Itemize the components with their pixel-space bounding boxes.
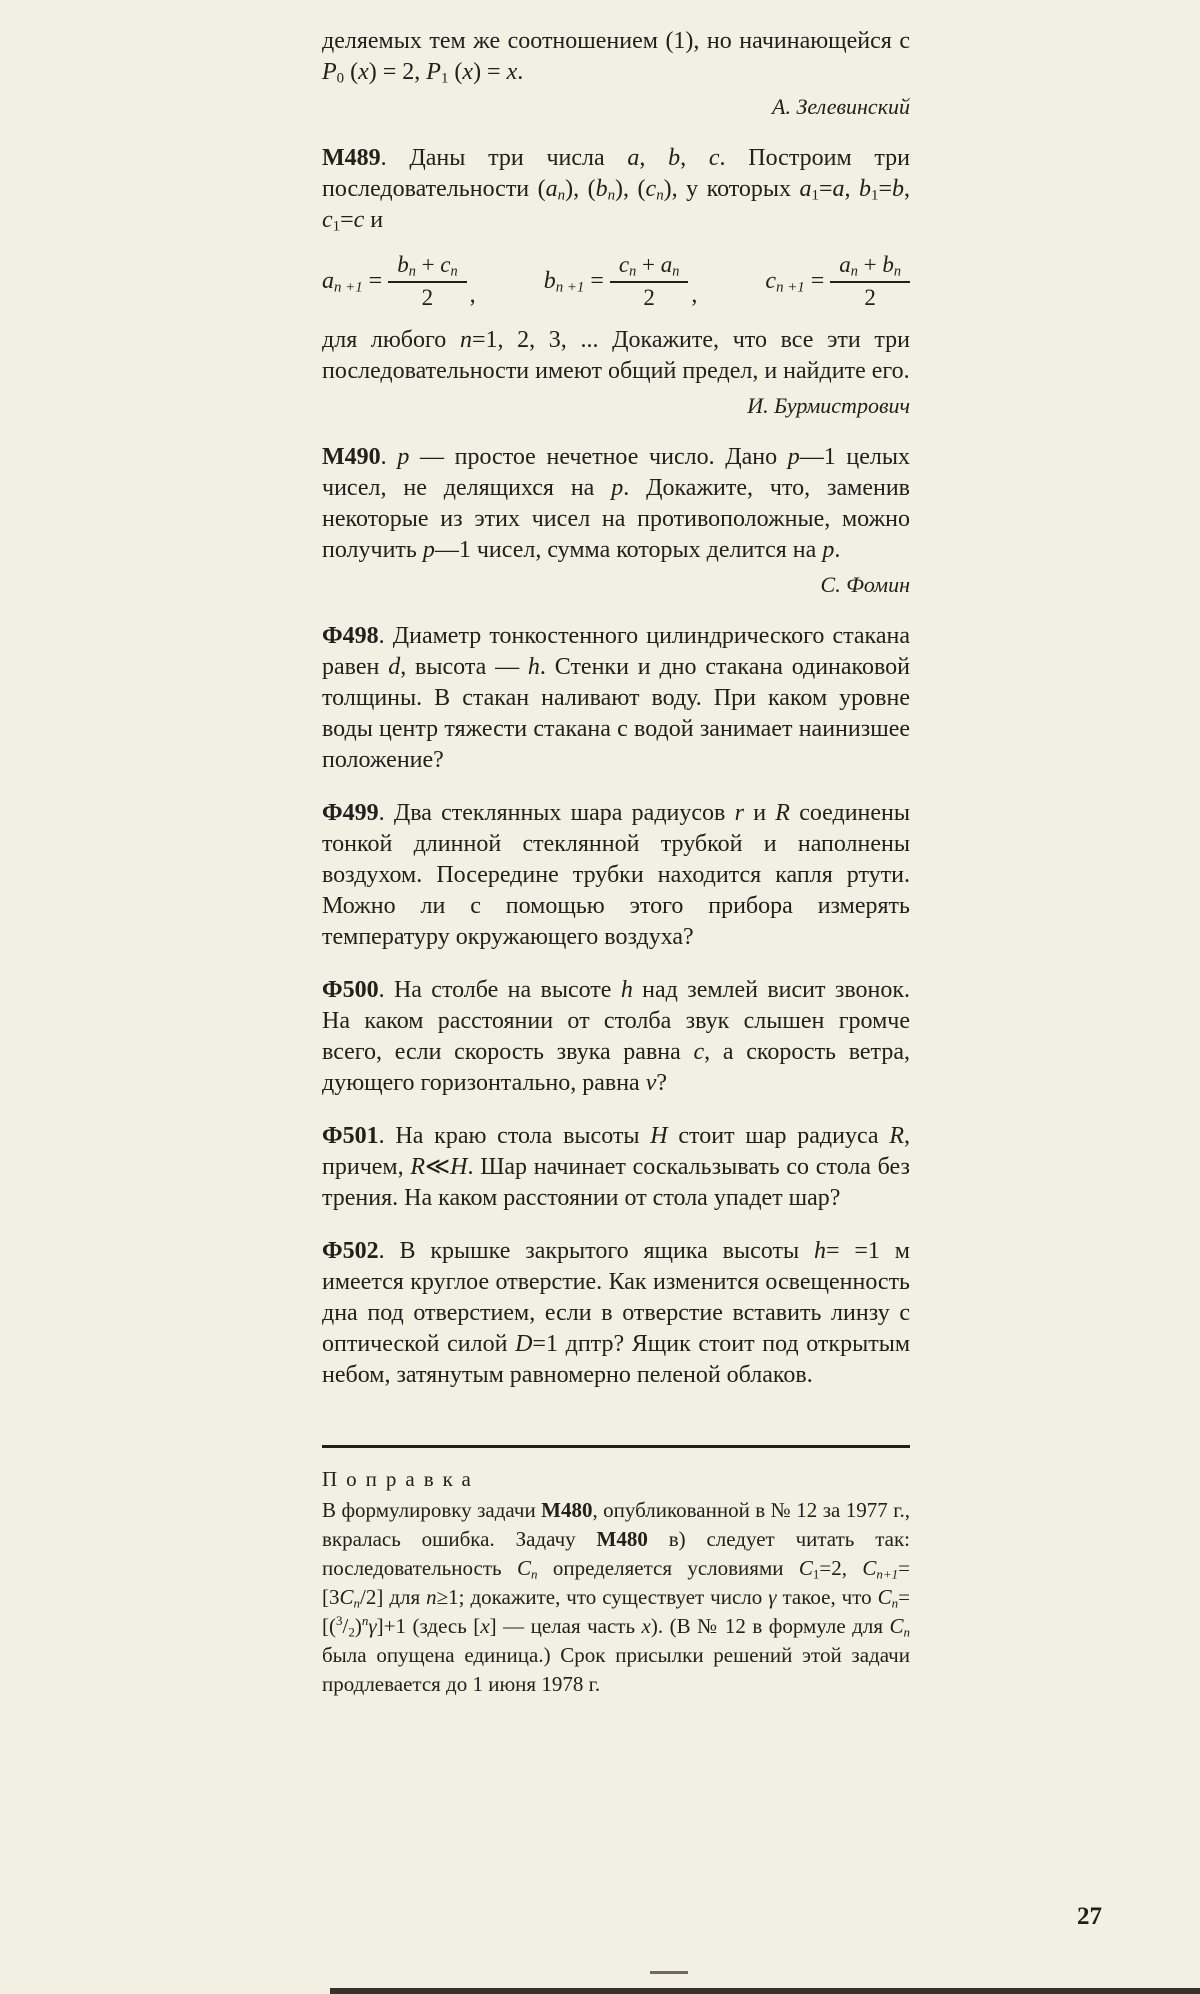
text-run: C [339, 1585, 354, 1609]
text-run: c [440, 252, 451, 277]
problem-f500 [322, 975, 910, 1099]
text-run: —1 чисел, сумма которых делится на [434, 537, 823, 563]
text-run: 1 [440, 70, 449, 87]
text-run: n [850, 263, 858, 280]
text-run: . Докажите, что, заменив некоторые из этих чисел на противоположные, можно получить [322, 475, 911, 563]
equation-lhs [322, 268, 382, 295]
text-run: . На столбе на высоте [378, 977, 621, 1003]
text-run: γ [368, 1614, 377, 1638]
text-run: p [422, 537, 435, 563]
text-run: ) [354, 1614, 362, 1638]
text-run: R [410, 1154, 425, 1180]
problem-m490 [322, 442, 910, 566]
text-run: = [340, 207, 354, 233]
text-run: =[( [322, 1585, 910, 1638]
text-run: ), у которых [663, 176, 800, 202]
text-run: Поправка [322, 1467, 480, 1491]
text-run: 2 [421, 285, 434, 310]
text-run: = [804, 268, 825, 294]
text-run: М480 [541, 1498, 593, 1522]
text-run: h [620, 977, 633, 1003]
text-run: a [660, 252, 673, 277]
text-run: n [361, 1613, 369, 1629]
formula-comma: , [469, 282, 476, 308]
text-run: /2] для [360, 1585, 427, 1609]
text-run: М480 [596, 1527, 648, 1551]
text-run: n [672, 263, 680, 280]
text-run: С. Фомин [820, 572, 910, 597]
text-run: и [743, 800, 776, 826]
correction-text [322, 1496, 910, 1699]
text-run: Ф502 [322, 1238, 379, 1264]
text-run: соединены тонкой длинной стеклянной трубкой и наполнены воздухом. Посередине трубки находится капля ртути. Можно ли с помощью этого прибора измерять температуру окружающего воздуха? [322, 800, 911, 950]
text-run: . В крышке закрытого ящика высоты [378, 1238, 814, 1264]
text-run: такое, что [776, 1585, 878, 1609]
fraction [610, 252, 688, 311]
text-run: ), ( [565, 176, 596, 202]
text-run: + [636, 252, 661, 277]
text-run: x [641, 1614, 651, 1638]
text-run: . Построим три последовательности ( [322, 145, 910, 202]
text-run: v [645, 1070, 657, 1096]
text-run: = [878, 176, 893, 202]
text-run: 2 [864, 285, 876, 310]
text-run: n [891, 1595, 899, 1611]
text-run: =2, [819, 1556, 863, 1580]
text-run: для любого [322, 327, 460, 353]
text-run: c [693, 1039, 705, 1065]
text-run: R [889, 1123, 904, 1149]
text-run: , высота — [400, 654, 528, 680]
text-run: ] — целая часть [489, 1614, 642, 1638]
text-run: P [322, 59, 337, 85]
text-run: n [629, 263, 637, 280]
text-run: , [639, 145, 669, 171]
text-run: a [322, 268, 334, 294]
text-run: n +1 [776, 279, 805, 296]
text-run: r [734, 800, 744, 826]
text-run: . Шар начинает соскальзывать со стола без трения. На каком расстоянии от стола упадет шар? [322, 1154, 910, 1211]
page-number: 27 [1077, 1903, 1102, 1930]
text-run: . Стенки и дно стакана одинаковой толщины. В стакан наливают воду. При каком уровне воды центр тяжести стакана с водой занимает наинизшее положение? [322, 654, 911, 773]
text-run: И. Бурмистрович [747, 393, 910, 418]
text-run: 2 [348, 1624, 355, 1640]
equation-lhs [765, 268, 824, 295]
text-run: x [506, 59, 518, 85]
text-run: c [765, 268, 777, 294]
equation [322, 252, 476, 311]
fraction-denominator [422, 283, 434, 311]
formula-comma: , [691, 282, 698, 308]
text-run: c [322, 207, 333, 233]
text-run: , причем, [322, 1123, 910, 1180]
text-run: x [462, 59, 474, 85]
text-run: b [882, 252, 894, 277]
text-run: 1 [812, 1566, 820, 1582]
text-run: H [450, 1154, 468, 1180]
text-run: c [645, 176, 657, 202]
text-run: H [650, 1123, 668, 1149]
text-run: h [813, 1238, 826, 1264]
text-run: + [857, 252, 883, 277]
text-run: . [834, 537, 841, 563]
text-run: . Два стеклянных шара радиусов [378, 800, 735, 826]
text-run: h [527, 654, 540, 680]
text-run: Ф501 [322, 1123, 379, 1149]
text-run: Ф499 [322, 800, 379, 826]
text-run: 2 [643, 285, 655, 310]
text-run: ≪ [425, 1154, 451, 1180]
scan-edge [330, 1988, 1200, 1994]
text-run: n +1 [555, 279, 585, 296]
text-run: d [388, 654, 401, 680]
text-run: ). (В № 12 в формуле для [650, 1614, 890, 1638]
text-run: C [798, 1556, 813, 1580]
text-run: n [426, 1585, 437, 1609]
text-run: . [517, 59, 524, 85]
text-run: . Диаметр тонкостенного цилиндрического стакана равен [322, 623, 910, 680]
text-run: Ф500 [322, 977, 379, 1003]
text-run: γ [768, 1585, 777, 1609]
text-run: n [656, 187, 664, 204]
text-run: = [818, 176, 833, 202]
text-run: x [480, 1614, 490, 1638]
text-run: D [515, 1331, 533, 1357]
text-run: деляемых тем же соотношением (1), но начинающейся с [322, 28, 910, 54]
text-run: n [607, 187, 616, 204]
text-run: , [680, 145, 709, 171]
text-run: , [904, 176, 911, 202]
text-run: . Даны три числа [380, 145, 628, 171]
text-run: ), ( [615, 176, 646, 202]
text-run: . [380, 444, 398, 470]
text-run: C [862, 1556, 877, 1580]
text-run: C [877, 1585, 892, 1609]
text-run: a [627, 145, 640, 171]
text-run: , опубликованной в № 12 за 1977 г., вкралась ошибка. Задачу [322, 1498, 910, 1551]
text-run: p [787, 444, 800, 470]
text-run: b [595, 176, 608, 202]
text-run: b [397, 252, 409, 277]
text-run: 1 [811, 187, 819, 204]
text-run: C [889, 1614, 904, 1638]
text-run: —1 целых чисел, не делящихся на [322, 444, 910, 501]
correction-divider [322, 1445, 910, 1448]
text-run: a [832, 176, 845, 202]
text-run: n [893, 263, 901, 280]
text-run: =1 дптр? Ящик стоит под открытым небом, затянутым равномерно пеленой облаков. [322, 1331, 911, 1388]
text-run: определяется условиями [537, 1556, 799, 1580]
fraction [830, 252, 910, 311]
fraction [388, 252, 466, 311]
fraction-numerator [830, 252, 910, 283]
problem-f498 [322, 621, 910, 776]
text-run: a [839, 252, 851, 277]
text-run: n [903, 1624, 910, 1640]
text-run: 0 [336, 70, 345, 87]
text-run: c [708, 145, 720, 171]
text-run: n [408, 263, 416, 280]
text-run: 1 [332, 218, 341, 235]
text-run: c [353, 207, 365, 233]
text-run: = [362, 268, 383, 294]
problem-f502 [322, 1236, 910, 1391]
scan-mark [650, 1971, 688, 1974]
text-run: Ф498 [322, 623, 379, 649]
text-run: a [545, 176, 558, 202]
text-run: ]+1 (здесь [ [376, 1614, 481, 1638]
text-run: n+1 [876, 1566, 899, 1582]
intro-continuation [322, 26, 910, 88]
text-run: ) = 2, [368, 59, 427, 85]
text-run: была опущена единица.) Срок присылки решений этой задачи продлевается до 1 июня 1978 г. [322, 1643, 910, 1696]
text-run: n [353, 1595, 361, 1611]
text-run: + [415, 252, 441, 277]
text-run: =1, 2, 3, ... Докажите, что все эти три последовательности имеют общий предел, и найдите его. [322, 327, 910, 384]
text-run: А. Зелевинский [772, 94, 910, 119]
text-run: и [364, 207, 384, 233]
text-run: ( [448, 59, 463, 85]
text-run: 3 [336, 1613, 343, 1629]
text-run: n +1 [334, 279, 363, 296]
text-run: b [668, 145, 681, 171]
text-run: P [426, 59, 441, 85]
text-run: p [397, 444, 410, 470]
problem-m489-continued [322, 325, 910, 387]
signature-fomin [322, 571, 910, 599]
text-run: b [859, 176, 872, 202]
text-run: b [543, 268, 556, 294]
text-run: C [516, 1556, 531, 1580]
text-run: ) = [473, 59, 507, 85]
text-run: М489 [322, 145, 381, 171]
correction-heading [322, 1466, 910, 1492]
text-run: , а скорость ветра, дующего горизонтально, равна [322, 1039, 910, 1096]
text-run: n [459, 327, 472, 353]
text-run: = [584, 268, 604, 294]
signature-zelevinsky [322, 93, 910, 121]
text-run: n [557, 187, 566, 204]
text-run: ≥1; докажите, что существует число [436, 1585, 769, 1609]
text-run: p [611, 475, 624, 501]
signature-burmistrovich [322, 392, 910, 420]
fraction-denominator [864, 283, 876, 311]
text-run: a [799, 176, 812, 202]
text-run: x [358, 59, 369, 85]
text-run: R [775, 800, 790, 826]
text-run: . На краю стола высоты [378, 1123, 651, 1149]
fraction-denominator [643, 283, 655, 311]
problem-m489 [322, 143, 910, 236]
text-run: — простое нечетное число. Дано [409, 444, 788, 470]
text-run: ? [656, 1070, 667, 1096]
text-run: ( [344, 59, 359, 85]
text-run: , [844, 176, 860, 202]
text-run: / [342, 1614, 349, 1638]
fraction-numerator [610, 252, 688, 283]
text-run: =[3 [322, 1556, 910, 1609]
text-run: n [450, 263, 458, 280]
page-content [322, 26, 910, 1699]
text-run: над землей висит звонок. На каком расстоянии от столба звук слышен громче всего, если скорость звука равна [322, 977, 911, 1065]
text-run: c [618, 252, 630, 277]
equation [765, 252, 910, 311]
text-run: p [822, 537, 835, 563]
text-run: в) следует читать так: последовательность [322, 1527, 910, 1580]
equation-lhs [544, 268, 604, 295]
equation [544, 252, 698, 311]
fraction-numerator [388, 252, 466, 283]
problem-f499 [322, 798, 910, 953]
text-run: 1 [871, 187, 879, 204]
formula-m489 [322, 252, 910, 311]
problem-f501 [322, 1121, 910, 1214]
text-run: b [892, 176, 905, 202]
text-run: = =1 м имеется круглое отверстие. Как изменится освещенность дна под отверстием, если в отверстие вставить линзу с оптической силой [322, 1238, 910, 1357]
text-run: М490 [322, 444, 381, 470]
text-run: n [530, 1566, 538, 1582]
text-run: В формулировку задачи [322, 1498, 542, 1522]
text-run: стоит шар радиуса [667, 1123, 890, 1149]
